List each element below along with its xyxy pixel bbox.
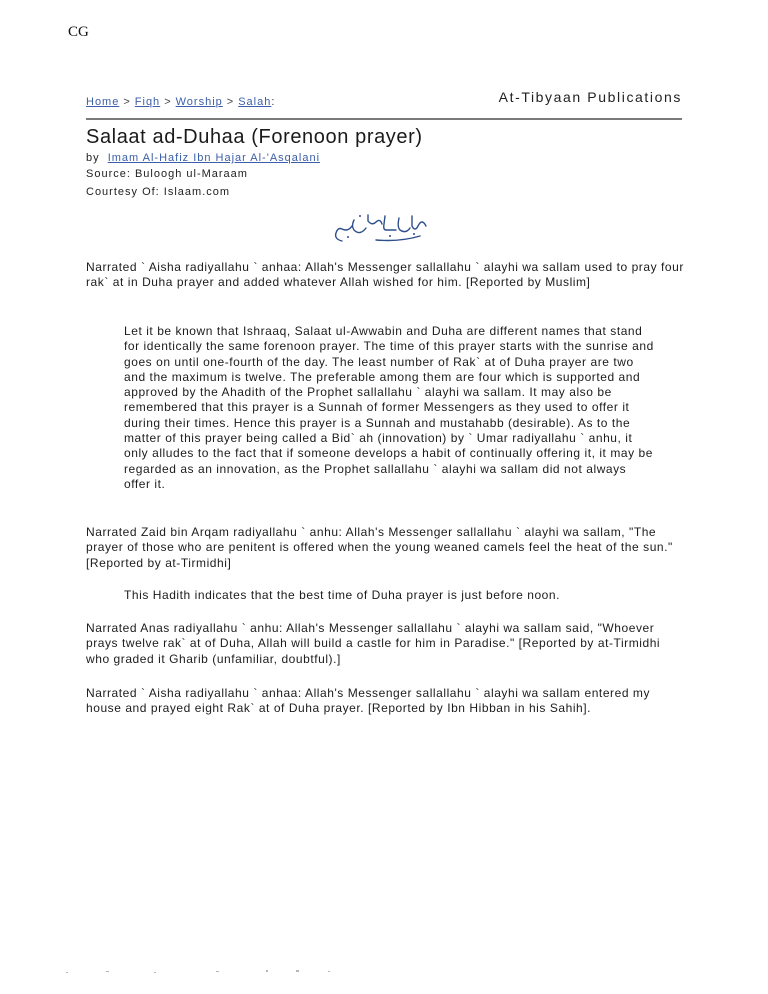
source-line: Source: Buloogh ul-Maraam — [86, 168, 248, 180]
commentary-paragraph: Let it be known that Ishraaq, Salaat ul-Awwabin and Duha are different names that stand for identically the same forenoon prayer. The time of this prayer starts with the sunrise and goes on until one-fourth of the day. The least number of Rak` at of Duha prayer are two and the maximum is twelve. The preferable among them are four which is supported and approved by the Ahadith of the Prophet sallallahu ` alayhi wa sallam. It may also be remembered that this prayer is a Sunnah of former Messengers as they used to offer it during their times. Hence this prayer is a Sunnah and mustahabb (desirable). As to the matter of this prayer being called a Bid` ah (innovation) by ` Umar radiyallahu ` anhu, it only alludes to the fact that if someone develops a habit of continually offering it, it may be regarded as an innovation, as the Prophet sallallahu ` alayhi wa sallam did not always offer it. — [124, 324, 654, 491]
breadcrumb-home-link[interactable]: Home — [86, 96, 120, 108]
by-label: by — [86, 152, 100, 164]
hadith-paragraph: Narrated Zaid bin Arqam radiyallahu ` anhu: Allah's Messenger sallallahu ` alayhi wa sallam, "The prayer of those who are penitent is offered when the young weaned camels feel the heat of the sun." [Reported by at-Tirmidhi] — [86, 525, 673, 570]
bismillah-calligraphy — [330, 210, 440, 244]
bismillah-calligraphy-graphic — [330, 210, 440, 244]
breadcrumb-salah-link[interactable]: Salah — [238, 96, 272, 108]
publisher-name: At-Tibyaan Publications — [498, 89, 682, 105]
bismillah-text: بسم الله الرحمن الرحيم — [385, 243, 395, 244]
hadith-paragraph: Narrated Anas radiyallahu ` anhu: Allah's Messenger sallallahu ` alayhi wa sallam said, "Whoever prays twelve rak` at of Duha, Allah will build a castle for him in Paradise." [Reported by at-Tirmidhi who graded it Gharib (unfamiliar, doubtful).] — [86, 621, 661, 666]
footer-scan-artifact — [66, 969, 346, 975]
commentary-paragraph: This Hadith indicates that the best time of Duha prayer is just before noon. — [124, 588, 561, 602]
author-link[interactable]: Imam Al-Hafiz Ibn Hajar Al-'Asqalani — [107, 152, 321, 164]
breadcrumb-trailing-colon: : — [271, 96, 276, 108]
breadcrumb-separator: > — [226, 96, 235, 108]
hadith-paragraph: Narrated ` Aisha radiyallahu ` anhaa: Allah's Messenger sallallahu ` alayhi wa sallam used to pray four rak` at in Duha prayer and added whatever Allah wished for him. [Reported by Muslim] — [86, 260, 684, 290]
header-bar — [86, 88, 682, 120]
breadcrumb-separator: > — [123, 96, 131, 108]
courtesy-line: Courtesy Of: Islaam.com — [86, 186, 231, 198]
breadcrumb-worship-link[interactable]: Worship — [175, 96, 223, 108]
author-line — [86, 152, 320, 164]
breadcrumb-fiqh-link[interactable]: Fiqh — [134, 96, 161, 108]
corner-mark: CG — [68, 24, 89, 40]
page-title: Salaat ad-Duhaa (Forenoon prayer) — [86, 126, 423, 148]
hadith-paragraph: Narrated ` Aisha radiyallahu ` anhaa: Allah's Messenger sallallahu ` alayhi wa sallam entered my house and prayed eight Rak` at of Duha prayer. [Reported by Ibn Hibban in his Sahih]. — [86, 686, 651, 716]
breadcrumb — [86, 96, 275, 108]
breadcrumb-separator: > — [164, 96, 172, 108]
